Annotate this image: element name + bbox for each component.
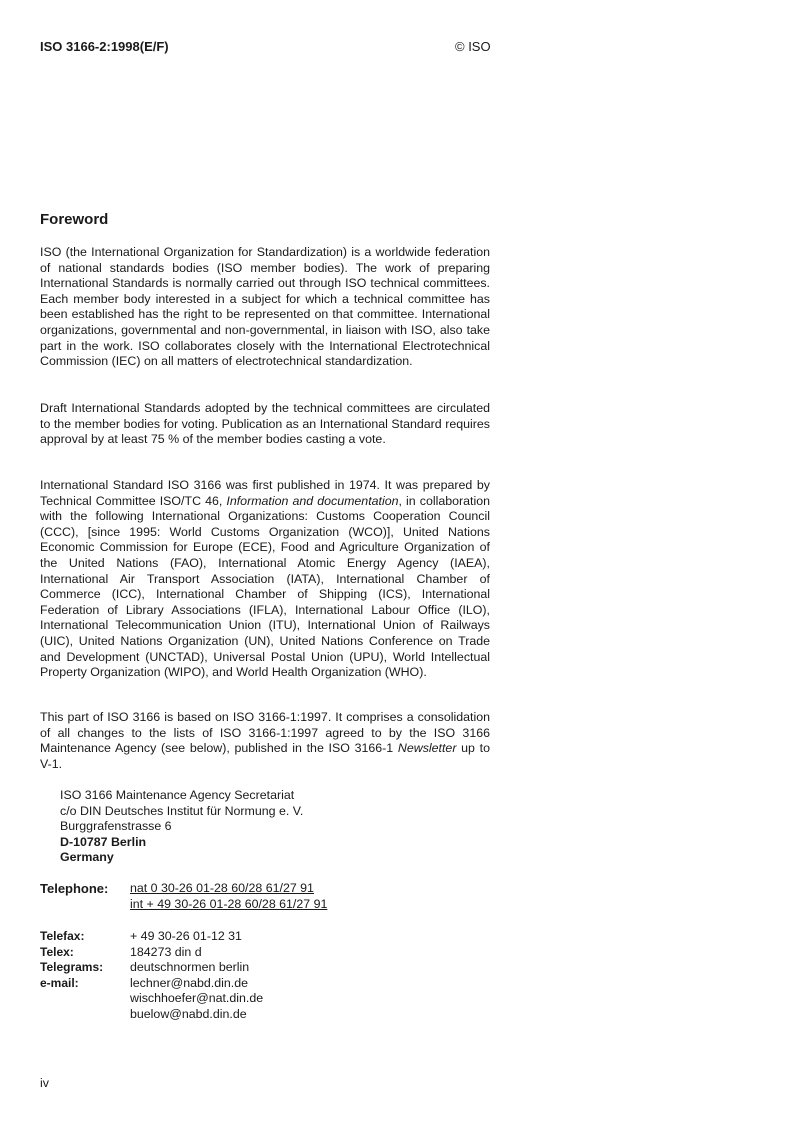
paragraph-iso-intro: ISO (the International Organization for Standardization) is a worldwide federation of national standards bodies (ISO member bodies). The work of preparing International Standards is normally carried out through ISO technical committees. Each member body interested in a subject for which a technical committee has been established has the right to be represented on that committee. International organizations, governmental and non-governmental, in liaison with ISO, also take part in the work. ISO collaborates closely with the International Electrotechnical Commission (IEC) on all matters of electrotechnical standardization.: [40, 245, 490, 369]
email-address: buelow@nabd.din.de: [130, 1006, 247, 1021]
address-country: Germany: [60, 850, 114, 865]
paragraph-history: [40, 478, 490, 681]
telex-number: 184273 din d: [130, 944, 202, 959]
email-address: lechner@nabd.din.de: [130, 975, 248, 990]
history-text-start: International Standard ISO 3166 was first published in 1974. It was prepared by Technical Committee ISO/TC 46,: [40, 478, 490, 508]
telex-label: Telex:: [40, 944, 74, 959]
telegrams-address: deutschnormen berlin: [130, 960, 250, 975]
telephone-label: Telephone:: [40, 881, 109, 896]
paragraph-basis: [40, 710, 490, 772]
telephone-national: nat 0 30-26 01-28 60/28 61/27 91: [130, 881, 314, 895]
address-line: Burggrafenstrasse 6: [60, 819, 172, 834]
basis-newsletter-title: Newsletter: [397, 741, 457, 756]
document-id: ISO 3166-2:1998(E/F): [40, 39, 169, 54]
telegrams-label: Telegrams:: [40, 960, 104, 975]
telephone-block: [40, 881, 327, 912]
address-line: c/o DIN Deutsches Institut für Normung e. V.: [60, 803, 304, 818]
history-committee-title: Information and documentation: [226, 493, 399, 508]
email-address: wischhoefer@nat.din.de: [130, 991, 264, 1006]
foreword-title: Foreword: [40, 211, 109, 228]
maintenance-agency-address: [60, 788, 303, 866]
address-city: D-10787 Berlin: [60, 834, 147, 849]
page-number: iv: [40, 1076, 49, 1090]
basis-text-start: This part of ISO 3166 is based on ISO 3166-1:1997. It comprises a consolidation of all changes to the lists of ISO 3166-1:1997 agreed to by the ISO 3166 Maintenance Agency (see below), published in the ISO 3166-1: [40, 710, 490, 756]
email-label: e-mail:: [40, 975, 79, 990]
history-text-end: , in collaboration with the following International Organizations: Customs Cooperation Council (CCC), [since 1995: World Customs Organization (WCO)], United Nations Economic Commission for Europe (ECE), Food and Agriculture Organization of the United Nations (FAO), International Atomic Energy Agency (IAEA), International Air Transport Association (IATA), International Chamber of Commerce (ICC), International Chamber of Shipping (ICS), International Federation of Library Associations (IFLA), International Labour Office (ILO), International Telecommunication Union (ITU), International Union of Railways (UIC), United Nations Organization (UN), United Nations Conference on Trade and Development (UNCTAD), Universal Postal Union (UPU), World Intellectual Property Organization (WIPO), and World Health Organization (WHO).: [40, 493, 491, 680]
copyright-notice: © ISO: [455, 39, 491, 54]
contact-details: [40, 929, 263, 1023]
paragraph-draft-standards: Draft International Standards adopted by the technical committees are circulated to the member bodies for voting. Publication as an International Standard requires approval by at least 75 % of the member bodies casting a vote.: [40, 401, 490, 447]
telefax-number: + 49 30-26 01-12 31: [130, 929, 242, 943]
address-line: ISO 3166 Maintenance Agency Secretariat: [60, 788, 295, 802]
telefax-label: Telefax:: [40, 929, 85, 943]
telephone-international: int + 49 30-26 01-28 60/28 61/27 91: [130, 896, 328, 911]
basis-text-end: up to V-1.: [40, 741, 490, 771]
